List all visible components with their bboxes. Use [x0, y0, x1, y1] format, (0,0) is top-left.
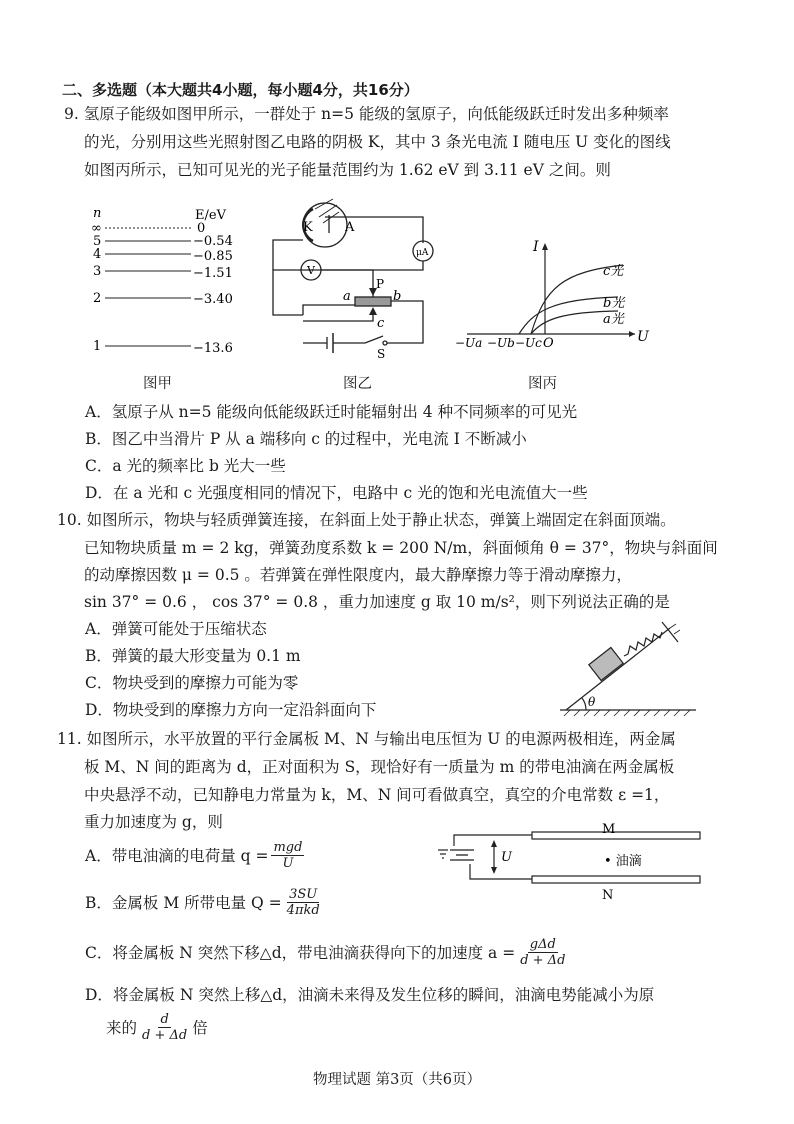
level-e-4: −0.85: [193, 249, 233, 264]
level-e-2: −3.40: [193, 292, 233, 307]
plate-M-label: M: [602, 822, 616, 837]
q11-option-c-text: C．将金属板 N 突然下移△d，带电油滴获得向下的加速度 a =: [85, 943, 516, 962]
q11-option-d-line-1: D．将金属板 N 突然上移△d，油滴未来得及发生位移的瞬间，油滴电势能减小为原: [85, 986, 655, 1004]
tick-neg-uc: −Uc: [515, 336, 542, 350]
level-n-5: 5: [93, 234, 102, 249]
frac-numerator: mgd: [273, 840, 303, 855]
q10-option-c: C．物块受到的摩擦力可能为零: [85, 674, 299, 692]
level-e-5: −0.54: [193, 234, 233, 249]
frac-numerator: gΔd: [529, 937, 556, 952]
q11-option-a-fraction: [271, 840, 304, 871]
frac-denominator: d + Δd: [520, 953, 566, 968]
tick-neg-ua: −Ua: [455, 336, 483, 350]
capacitor-figure: [436, 820, 706, 910]
frac-numerator: 3SU: [289, 887, 318, 902]
q9-line-2: 的光，分别用这些光照射图乙电路的阴极 K，其中 3 条光电流 I 随电压 U 变化的图线: [84, 133, 671, 151]
q11-option-a: [85, 840, 307, 871]
level-n-2: 2: [93, 291, 102, 306]
q11-line-2: 板 M、N 间的距离为 d，正对面积为 S，现恰好有一质量为 m 的带电油滴在两金属板: [84, 758, 675, 776]
fig-jia-caption: 图甲: [143, 376, 172, 392]
incline-spring-figure: [558, 612, 698, 722]
level-e-inf: 0: [197, 221, 206, 236]
q9-option-b: B．图乙中当滑片 P 从 a 端移向 c 的过程中，光电流 I 不断减小: [85, 430, 527, 448]
q10-line-1: 10. 如图所示，物块与轻质弹簧连接，在斜面上处于静止状态，弹簧上端固定在斜面顶端。: [57, 511, 676, 529]
curve-c-label: c光: [603, 264, 624, 279]
q11-option-d-fraction: [140, 1012, 189, 1043]
curve-a-label: a光: [603, 312, 624, 327]
label-b: b: [393, 289, 402, 304]
voltage-label: U: [501, 850, 512, 865]
level-n-3: 3: [93, 264, 102, 279]
tick-neg-ub: −Ub: [487, 336, 515, 350]
q10-line-3: 的动摩擦因数 μ = 0.5 。若弹簧在弹性限度内，最大静摩擦力等于滑动摩擦力，: [84, 566, 632, 584]
label-P: P: [376, 277, 385, 291]
oil-drop-label: • 油滴: [604, 854, 642, 869]
q9-line-3: 如图丙所示，已知可见光的光子能量范围约为 1.62 eV 到 3.11 eV 之间。则: [84, 161, 611, 179]
label-K: K: [303, 220, 313, 235]
q11-option-b-text: B．金属板 M 所带电量 Q =: [85, 893, 282, 912]
q10-option-b: B．弹簧的最大形变量为 0.1 m: [85, 647, 301, 665]
axis-I-label: I: [533, 239, 539, 255]
label-c: c: [377, 316, 385, 331]
level-e-1: −13.6: [193, 341, 233, 356]
frac-numerator: d: [160, 1012, 169, 1027]
q11-option-b: [85, 887, 325, 918]
frac-denominator: 4πkd: [286, 903, 320, 918]
label-a: a: [343, 289, 351, 304]
q11-option-b-fraction: [285, 887, 322, 918]
photoelectric-circuit: [265, 195, 445, 365]
voltmeter-label: V: [307, 264, 315, 277]
frac-denominator: U: [282, 856, 294, 871]
page-footer: 物理试题 第3页（共6页）: [312, 1072, 482, 1088]
q10-line-2: 已知物块质量 m = 2 kg，弹簧劲度系数 k = 200 N/m，斜面倾角 θ = 37°，物块与斜面间: [84, 539, 718, 557]
label-S: S: [377, 347, 386, 361]
level-n-4: 4: [93, 247, 102, 262]
q10-option-a: A．弹簧可能处于压缩状态: [85, 620, 267, 638]
level-n-1: 1: [93, 339, 102, 354]
curve-b-label: b光: [603, 296, 625, 311]
q10-line-4: sin 37° = 0.6 ， cos 37° = 0.8 ，重力加速度 g 取 10 m/s²，则下列说法正确的是: [84, 593, 670, 611]
iu-graph: [453, 237, 653, 352]
q11-option-a-text: A．带电油滴的电荷量 q =: [85, 846, 269, 865]
label-A: A: [345, 220, 355, 235]
q9-option-a: A．氢原子从 n=5 能级向低能级跃迁时能辐射出 4 种不同频率的可见光: [85, 403, 578, 421]
fig-yi-caption: 图乙: [343, 376, 372, 392]
q10-option-d: D．物块受到的摩擦力方向一定沿斜面向下: [85, 701, 377, 719]
axis-U-label: U: [637, 329, 649, 345]
q11-option-c-fraction: [518, 937, 567, 968]
n-axis-label: n: [93, 206, 102, 221]
q9-option-d: D．在 a 光和 c 光强度相同的情况下，电路中 c 光的饱和光电流值大一些: [85, 484, 588, 502]
q11-option-d-suffix: 倍: [192, 1018, 208, 1037]
origin-label: O: [543, 336, 554, 351]
q11-line-3: 中央悬浮不动，已知静电力常量为 k，M、N 间可看做真空，真空的介电常数 ε =1，: [84, 786, 670, 804]
q11-line-4: 重力加速度为 g，则: [84, 813, 223, 831]
q11-line-1: 11. 如图所示，水平放置的平行金属板 M、N 与输出电压恒为 U 的电源两极相连，两金属: [57, 730, 676, 748]
theta-label: θ: [588, 695, 596, 709]
fig-bing-caption: 图丙: [528, 376, 557, 392]
q9-line-1: 9. 氢原子能级如图甲所示，一群处于 n=5 能级的氢原子，向低能级跃迁时发出多种频率: [64, 105, 669, 123]
frac-denominator: d + Δd: [142, 1028, 188, 1043]
q11-option-d-prefix: 来的: [106, 1018, 138, 1037]
q9-option-c: C．a 光的频率比 b 光大一些: [85, 457, 286, 475]
microammeter-label: μA: [416, 248, 429, 258]
energy-axis-label: E/eV: [195, 208, 226, 223]
section-heading: 二、多选题（本大题共4小题，每小题4分，共16分）: [62, 81, 419, 99]
level-n-inf: ∞: [91, 221, 102, 236]
level-e-3: −1.51: [193, 266, 233, 281]
q11-option-c: [85, 937, 570, 968]
plate-N-label: N: [602, 888, 614, 903]
energy-level-diagram: [85, 205, 255, 365]
q11-option-d-line-2: [106, 1012, 208, 1043]
